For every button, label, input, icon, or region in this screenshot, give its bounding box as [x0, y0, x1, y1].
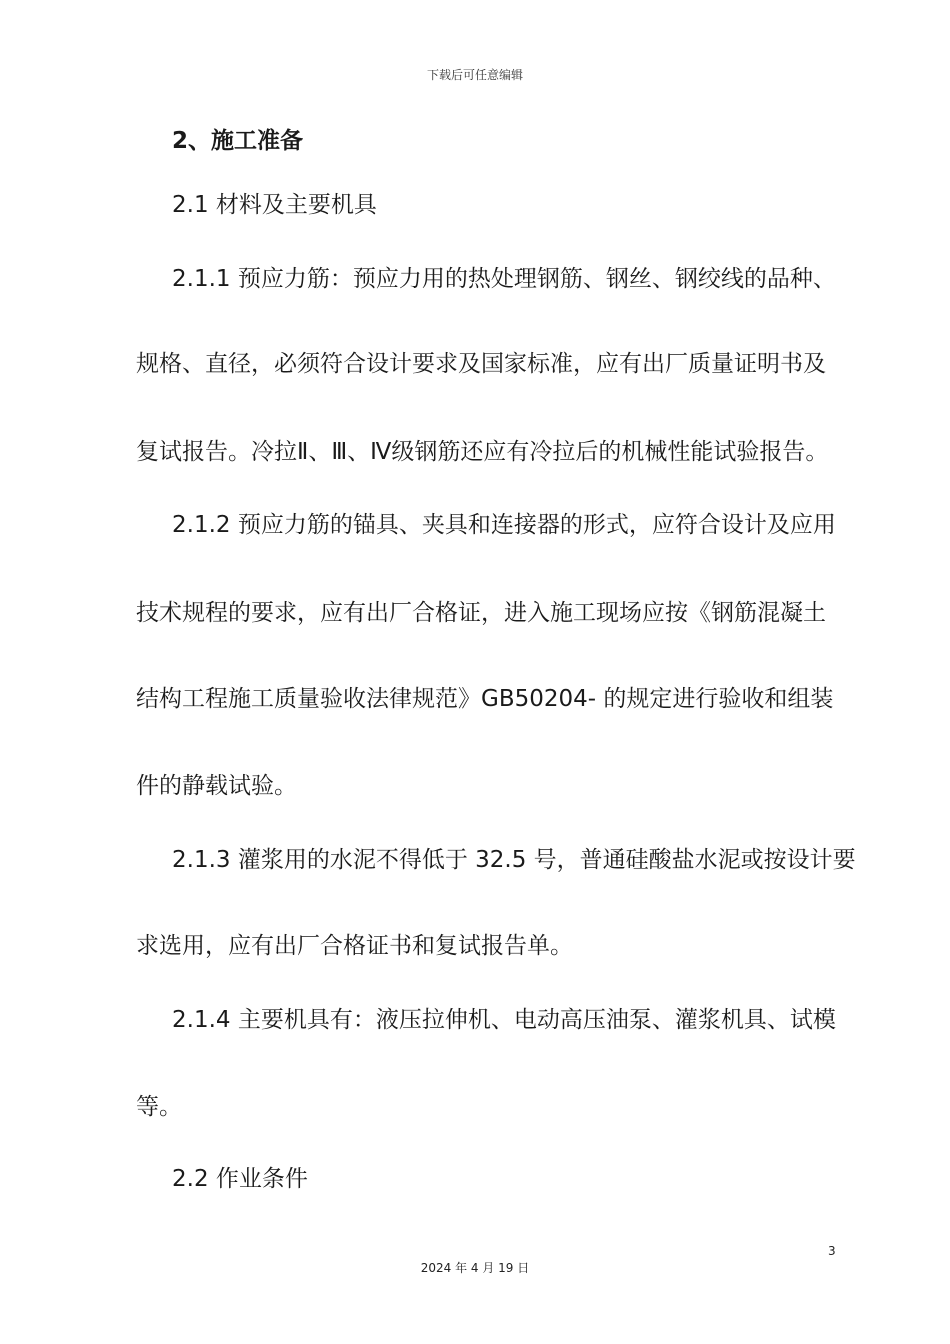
paragraph-line: 2.2 作业条件 [172, 1166, 308, 1192]
paragraph-line: 等。 [136, 1094, 182, 1120]
section-heading: 2、施工准备 [172, 128, 304, 154]
paragraph-line: 2.1.3 灌浆用的水泥不得低于 32.5 号，普通硅酸盐水泥或按设计要 [172, 847, 856, 873]
footer-date: 2024 年 4 月 19 日 [420, 1261, 530, 1275]
paragraph-line: 结构工程施工质量验收法律规范》GB50204- 的规定进行验收和组装 [136, 686, 834, 712]
paragraph-line: 复试报告。冷拉Ⅱ、Ⅲ、Ⅳ级钢筋还应有冷拉后的机械性能试验报告。 [136, 439, 829, 465]
paragraph-line: 2.1.1 预应力筋：预应力用的热处理钢筋、钢丝、钢绞线的品种、 [172, 266, 836, 292]
page-number: 3 [828, 1244, 836, 1258]
header-note: 下载后可任意编辑 [426, 68, 523, 82]
paragraph-line: 技术规程的要求，应有出厂合格证，进入施工现场应按《钢筋混凝土 [136, 600, 826, 626]
paragraph-line: 2.1.2 预应力筋的锚具、夹具和连接器的形式，应符合设计及应用 [172, 512, 836, 538]
paragraph-line: 规格、直径，必须符合设计要求及国家标准，应有出厂质量证明书及 [136, 351, 826, 377]
paragraph-line: 2.1.4 主要机具有：液压拉伸机、电动高压油泵、灌浆机具、试模 [172, 1007, 836, 1033]
paragraph-line: 求选用，应有出厂合格证书和复试报告单。 [136, 933, 573, 959]
sub-heading: 2.1 材料及主要机具 [172, 192, 377, 218]
paragraph-line: 件的静载试验。 [136, 773, 297, 799]
